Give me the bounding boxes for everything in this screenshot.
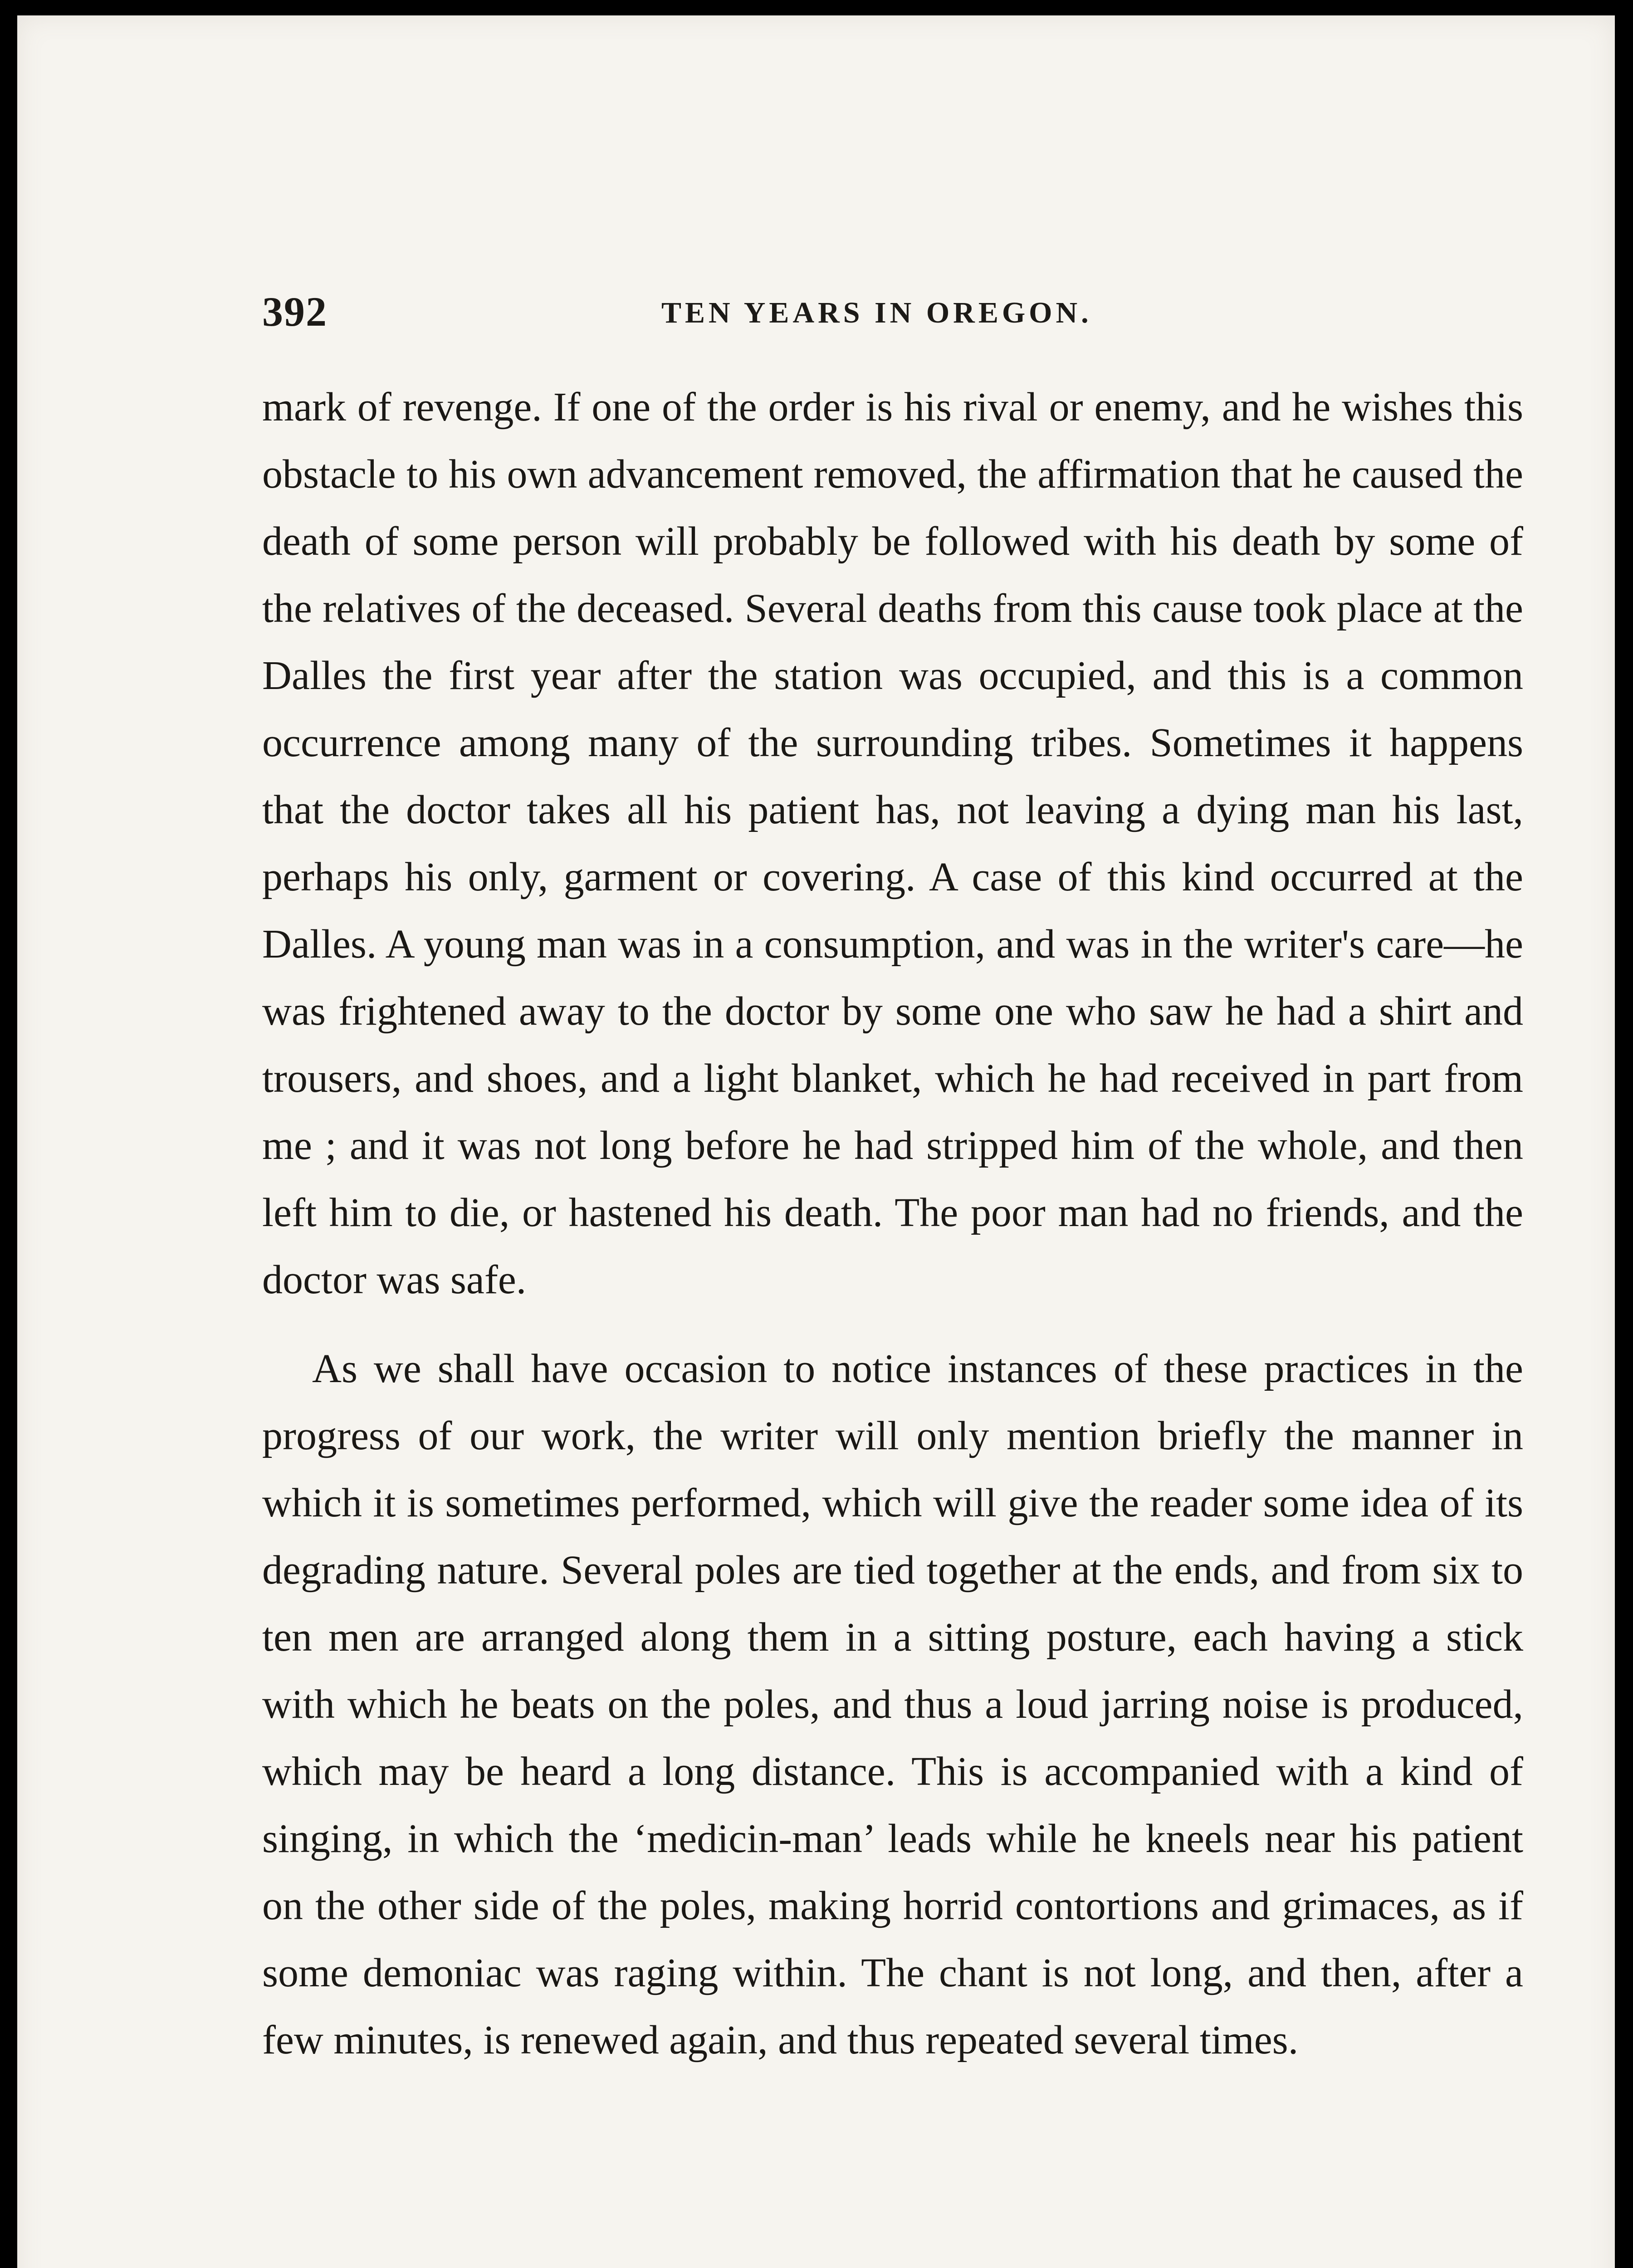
body-text (262, 374, 1523, 2074)
page-number: 392 (262, 288, 328, 335)
paragraph-1: mark of revenge. If one of the order is his rival or enemy, and he wishes this obstacle to his own advancement removed, the affirmation that he caused the death of some person will probably be followed with his death by some of the relatives of the deceased. Several deaths from this cause took place at the Dalles the first year after the station was occupied, and this is a common occurrence among many of the surrounding tribes. Sometimes it happens that the doctor takes all his patient has, not leaving a dying man his last, perhaps his only, garment or covering. A case of this kind occurred at the Dalles. A young man was in a consumption, and was in the writer's care—he was frightened away to the doctor by some one who saw he had a shirt and trousers, and shoes, and a light blanket, which he had received in part from me ; and it was not long before he had stripped him of the whole, and then left him to die, or hastened his death. The poor man had no friends, and the doctor was safe. (262, 385, 1523, 1302)
running-title: TEN YEARS IN OREGON. (661, 296, 1092, 329)
book-page (17, 15, 1615, 2268)
paragraph-2: As we shall have occasion to notice instances of these practices in the progress of our work, the writer will only mention briefly the manner in which it is sometimes performed, which will give the reader some idea of its degrading nature. Several poles are tied together at the ends, and from six to ten men are arranged along them in a sitting posture, each having a stick with which he beats on the poles, and thus a loud jarring noise is produced, which may be heard a long distance. This is accompanied with a kind of singing, in which the ‘medicin-man’ leads while he kneels near his patient on the other side of the poles, making horrid contortions and grimaces, as if some demoniac was raging within. The chant is not long, and then, after a few minutes, is renewed again, and thus repeated several times. (262, 1346, 1523, 2063)
running-head (262, 288, 1532, 342)
